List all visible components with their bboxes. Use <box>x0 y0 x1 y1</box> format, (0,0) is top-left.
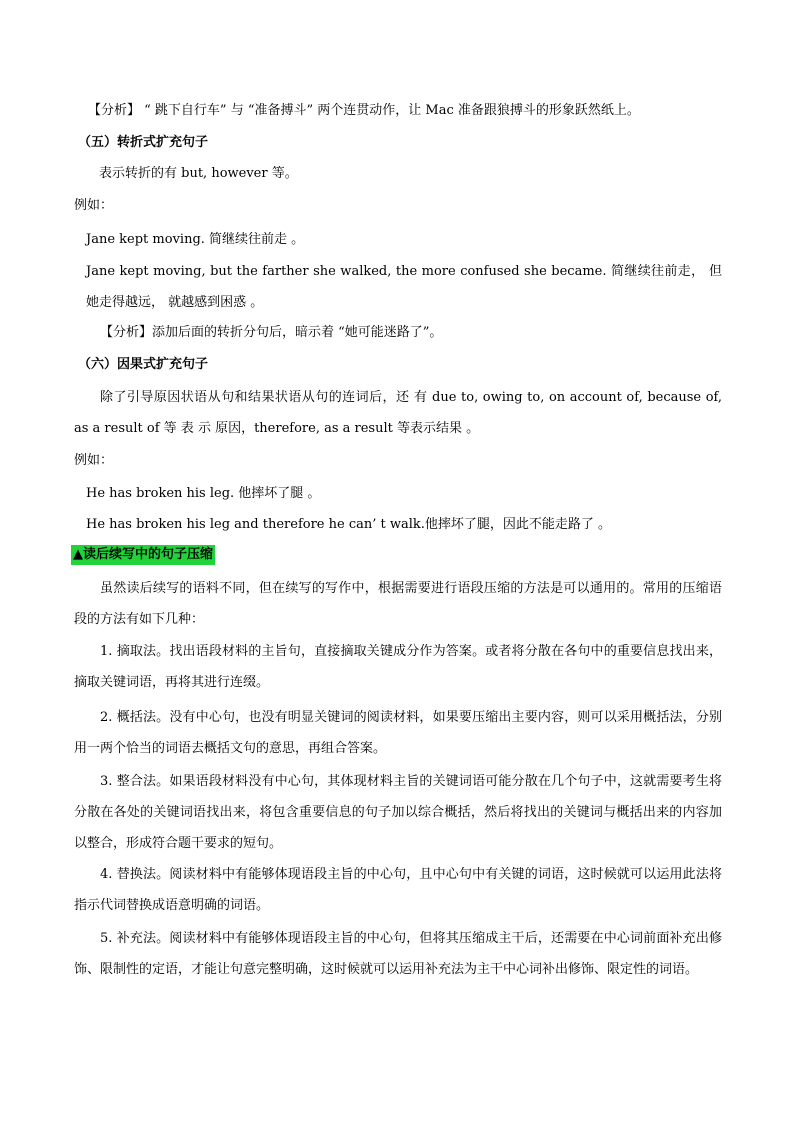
example-sentence-3: He has broken his leg. 他摔坏了腿 。 <box>86 486 321 501</box>
analysis-paragraph-2: 【分析】添加后面的转折分句后，暗示着 “她可能迷路了”。 <box>100 325 443 340</box>
method-4-paragraph: 4. 替换法。阅读材料中有能够体现语段主旨的中心句，且中心句中有关键的词语，这时候就可以运用此法将指示代词替换成语意明确的词语。 <box>74 867 722 913</box>
section-heading-6: （六）因果式扩充句子 <box>78 357 209 372</box>
section-title <box>71 545 215 565</box>
example-sentence-4: He has broken his leg and therefore he can’ t walk.他摔坏了腿，因此不能走路了 。 <box>86 517 612 532</box>
example-sentence-2: Jane kept moving, but the farther she walked, the more confused she became. 简继续往前走， 但她走得越远， 就越感到困惑 。 <box>86 264 722 310</box>
example-label-1: 例如： <box>74 198 114 213</box>
intro-paragraph: 虽然读后续写的语料不同，但在续写的写作中，根据需要进行语段压缩的方法是可以通用的。常用的压缩语段的方法有如下几种： <box>74 581 722 627</box>
cause-description: 除了引导原因状语从句和结果状语从句的连词后，还 有 due to, owing to, on account of, because of, as a result of 等 表 示 原因，therefore, as a result 等表示结果 。 <box>74 390 722 436</box>
method-3-paragraph: 3. 整合法。如果语段材料没有中心句，其体现材料主旨的关键词语可能分散在几个句子中，这就需要考生将分散在各处的关键词语找出来，将包含重要信息的句子加以综合概括，然后将找出的关键词与概括出来的内容加以整合，形成符合题干要求的短句。 <box>74 774 722 851</box>
method-1-paragraph: 1. 摘取法。找出语段材料的主旨句，直接摘取关键成分作为答案。或者将分散在各句中的重要信息找出来，摘取关键词语，再将其进行连缀。 <box>74 644 722 690</box>
transition-description: 表示转折的有 but, however 等。 <box>99 166 298 181</box>
method-2-paragraph: 2. 概括法。没有中心句，也没有明显关键词的阅读材料，如果要压缩出主要内容，则可以采用概括法，分别用一两个恰当的词语去概括文句的意思，再组合答案。 <box>74 710 722 756</box>
section-title-highlight: ▲读后续写中的句子压缩 <box>71 545 215 565</box>
example-label-2: 例如： <box>74 453 114 468</box>
method-5-paragraph: 5. 补充法。阅读材料中有能够体现语段主旨的中心句，但将其压缩成主干后，还需要在中心词前面补充出修饰、限制性的定语，才能让句意完整明确，这时候就可以运用补充法为主干中心词补出修饰、限定性的词语。 <box>74 931 722 977</box>
example-sentence-1: Jane kept moving. 简继续往前走 。 <box>86 232 305 247</box>
analysis-paragraph-1: 【分析】 “ 跳下自行车” 与 “准备搏斗” 两个连贯动作，让 Mac 准备跟狼搏斗的形象跃然纸上。 <box>88 103 640 118</box>
section-heading-5: （五）转折式扩充句子 <box>78 135 209 150</box>
